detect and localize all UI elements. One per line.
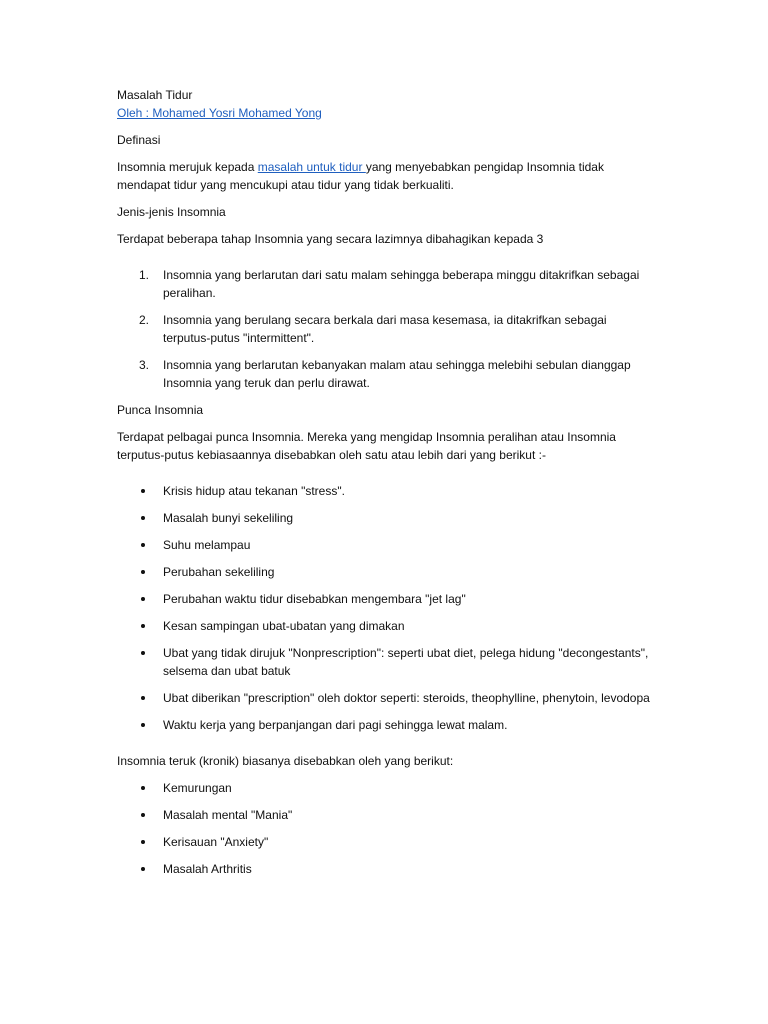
list-item-text: Insomnia yang berlarutan dari satu malam sehingga beberapa minggu ditakrifkan sebagai peralihan.	[163, 268, 640, 300]
bullet-icon	[141, 624, 145, 628]
bullet-icon	[141, 696, 145, 700]
list-item	[117, 689, 657, 707]
list-item-text: Perubahan sekeliling	[163, 565, 275, 579]
list-item	[117, 617, 657, 635]
list-item	[117, 716, 657, 734]
list-item-text: Waktu kerja yang berpanjangan dari pagi sehingga lewat malam.	[163, 718, 508, 732]
list-item	[117, 590, 657, 608]
document-page	[117, 86, 657, 887]
list-item	[117, 482, 657, 500]
bullet-icon	[141, 840, 145, 844]
list-item	[117, 644, 657, 680]
bullet-icon	[141, 651, 145, 655]
kronik-intro: Insomnia teruk (kronik) biasanya disebabkan oleh yang berikut:	[117, 754, 454, 768]
list-item-text: Masalah bunyi sekeliling	[163, 511, 294, 525]
list-item-text: Kemurungan	[163, 781, 232, 795]
list-item-text: Suhu melampau	[163, 538, 251, 552]
list-number: 3.	[139, 358, 150, 372]
bullet-icon	[141, 597, 145, 601]
list-item	[117, 563, 657, 581]
list-item	[117, 860, 657, 878]
bullet-icon	[141, 786, 145, 790]
list-item-text: Ubat diberikan "prescription" oleh doktor seperti: steroids, theophylline, phenytoin, levodopa	[163, 691, 650, 705]
heading-jenis: Jenis-jenis Insomnia	[117, 205, 226, 219]
definisi-text-after: yang menyebabkan pengidap Insomnia tidak mendapat tidur yang mencukupi atau tidur yang tidak berkualiti.	[117, 160, 604, 192]
bullet-icon	[141, 813, 145, 817]
list-item-text: Krisis hidup atau tekanan "stress".	[163, 484, 345, 498]
list-item	[117, 536, 657, 554]
masalah-tidur-link[interactable]: masalah untuk tidur	[257, 160, 366, 174]
list-item-text: Kesan sampingan ubat-ubatan yang dimakan	[163, 619, 405, 633]
list-item	[117, 266, 657, 302]
bullet-icon	[141, 543, 145, 547]
bullet-icon	[141, 516, 145, 520]
bullet-icon	[141, 723, 145, 727]
bullet-icon	[141, 570, 145, 574]
list-item	[117, 833, 657, 851]
list-number: 2.	[139, 313, 150, 327]
list-item	[117, 779, 657, 797]
heading-punca: Punca Insomnia	[117, 403, 204, 417]
bullet-icon	[141, 489, 145, 493]
list-item-text: Insomnia yang berlarutan kebanyakan malam atau sehingga melebihi sebulan dianggap Insomnia yang teruk dan perlu dirawat.	[163, 358, 631, 390]
doc-title: Masalah Tidur	[117, 88, 193, 102]
punca-intro: Terdapat pelbagai punca Insomnia. Mereka yang mengidap Insomnia peralihan atau Insomnia terputus-putus kebiasaannya disebabkan oleh satu atau lebih dari yang berikut :-	[117, 430, 616, 462]
list-item	[117, 509, 657, 527]
punca-list	[117, 482, 657, 734]
list-item	[117, 356, 657, 392]
jenis-list	[117, 266, 657, 392]
list-number: 1.	[139, 268, 150, 282]
list-item-text: Perubahan waktu tidur disebabkan mengembara "jet lag"	[163, 592, 466, 606]
list-item	[117, 806, 657, 824]
author-link[interactable]: Oleh : Mohamed Yosri Mohamed Yong	[117, 106, 322, 120]
heading-definisi: Definasi	[117, 133, 161, 147]
list-item-text: Insomnia yang berulang secara berkala dari masa kesemasa, ia ditakrifkan sebagai terputus-putus "intermittent".	[163, 313, 607, 345]
list-item	[117, 311, 657, 347]
definisi-text-before: Insomnia merujuk kepada	[117, 160, 258, 174]
jenis-intro: Terdapat beberapa tahap Insomnia yang secara lazimnya dibahagikan kepada 3	[117, 232, 544, 246]
bullet-icon	[141, 867, 145, 871]
list-item-text: Kerisauan "Anxiety"	[163, 835, 269, 849]
list-item-text: Masalah Arthritis	[163, 862, 252, 876]
list-item-text: Ubat yang tidak dirujuk "Nonprescription": seperti ubat diet, pelega hidung "decongestants", selsema dan ubat batuk	[163, 646, 649, 678]
list-item-text: Masalah mental "Mania"	[163, 808, 293, 822]
definisi-paragraph	[117, 158, 657, 194]
kronik-list	[117, 779, 657, 878]
